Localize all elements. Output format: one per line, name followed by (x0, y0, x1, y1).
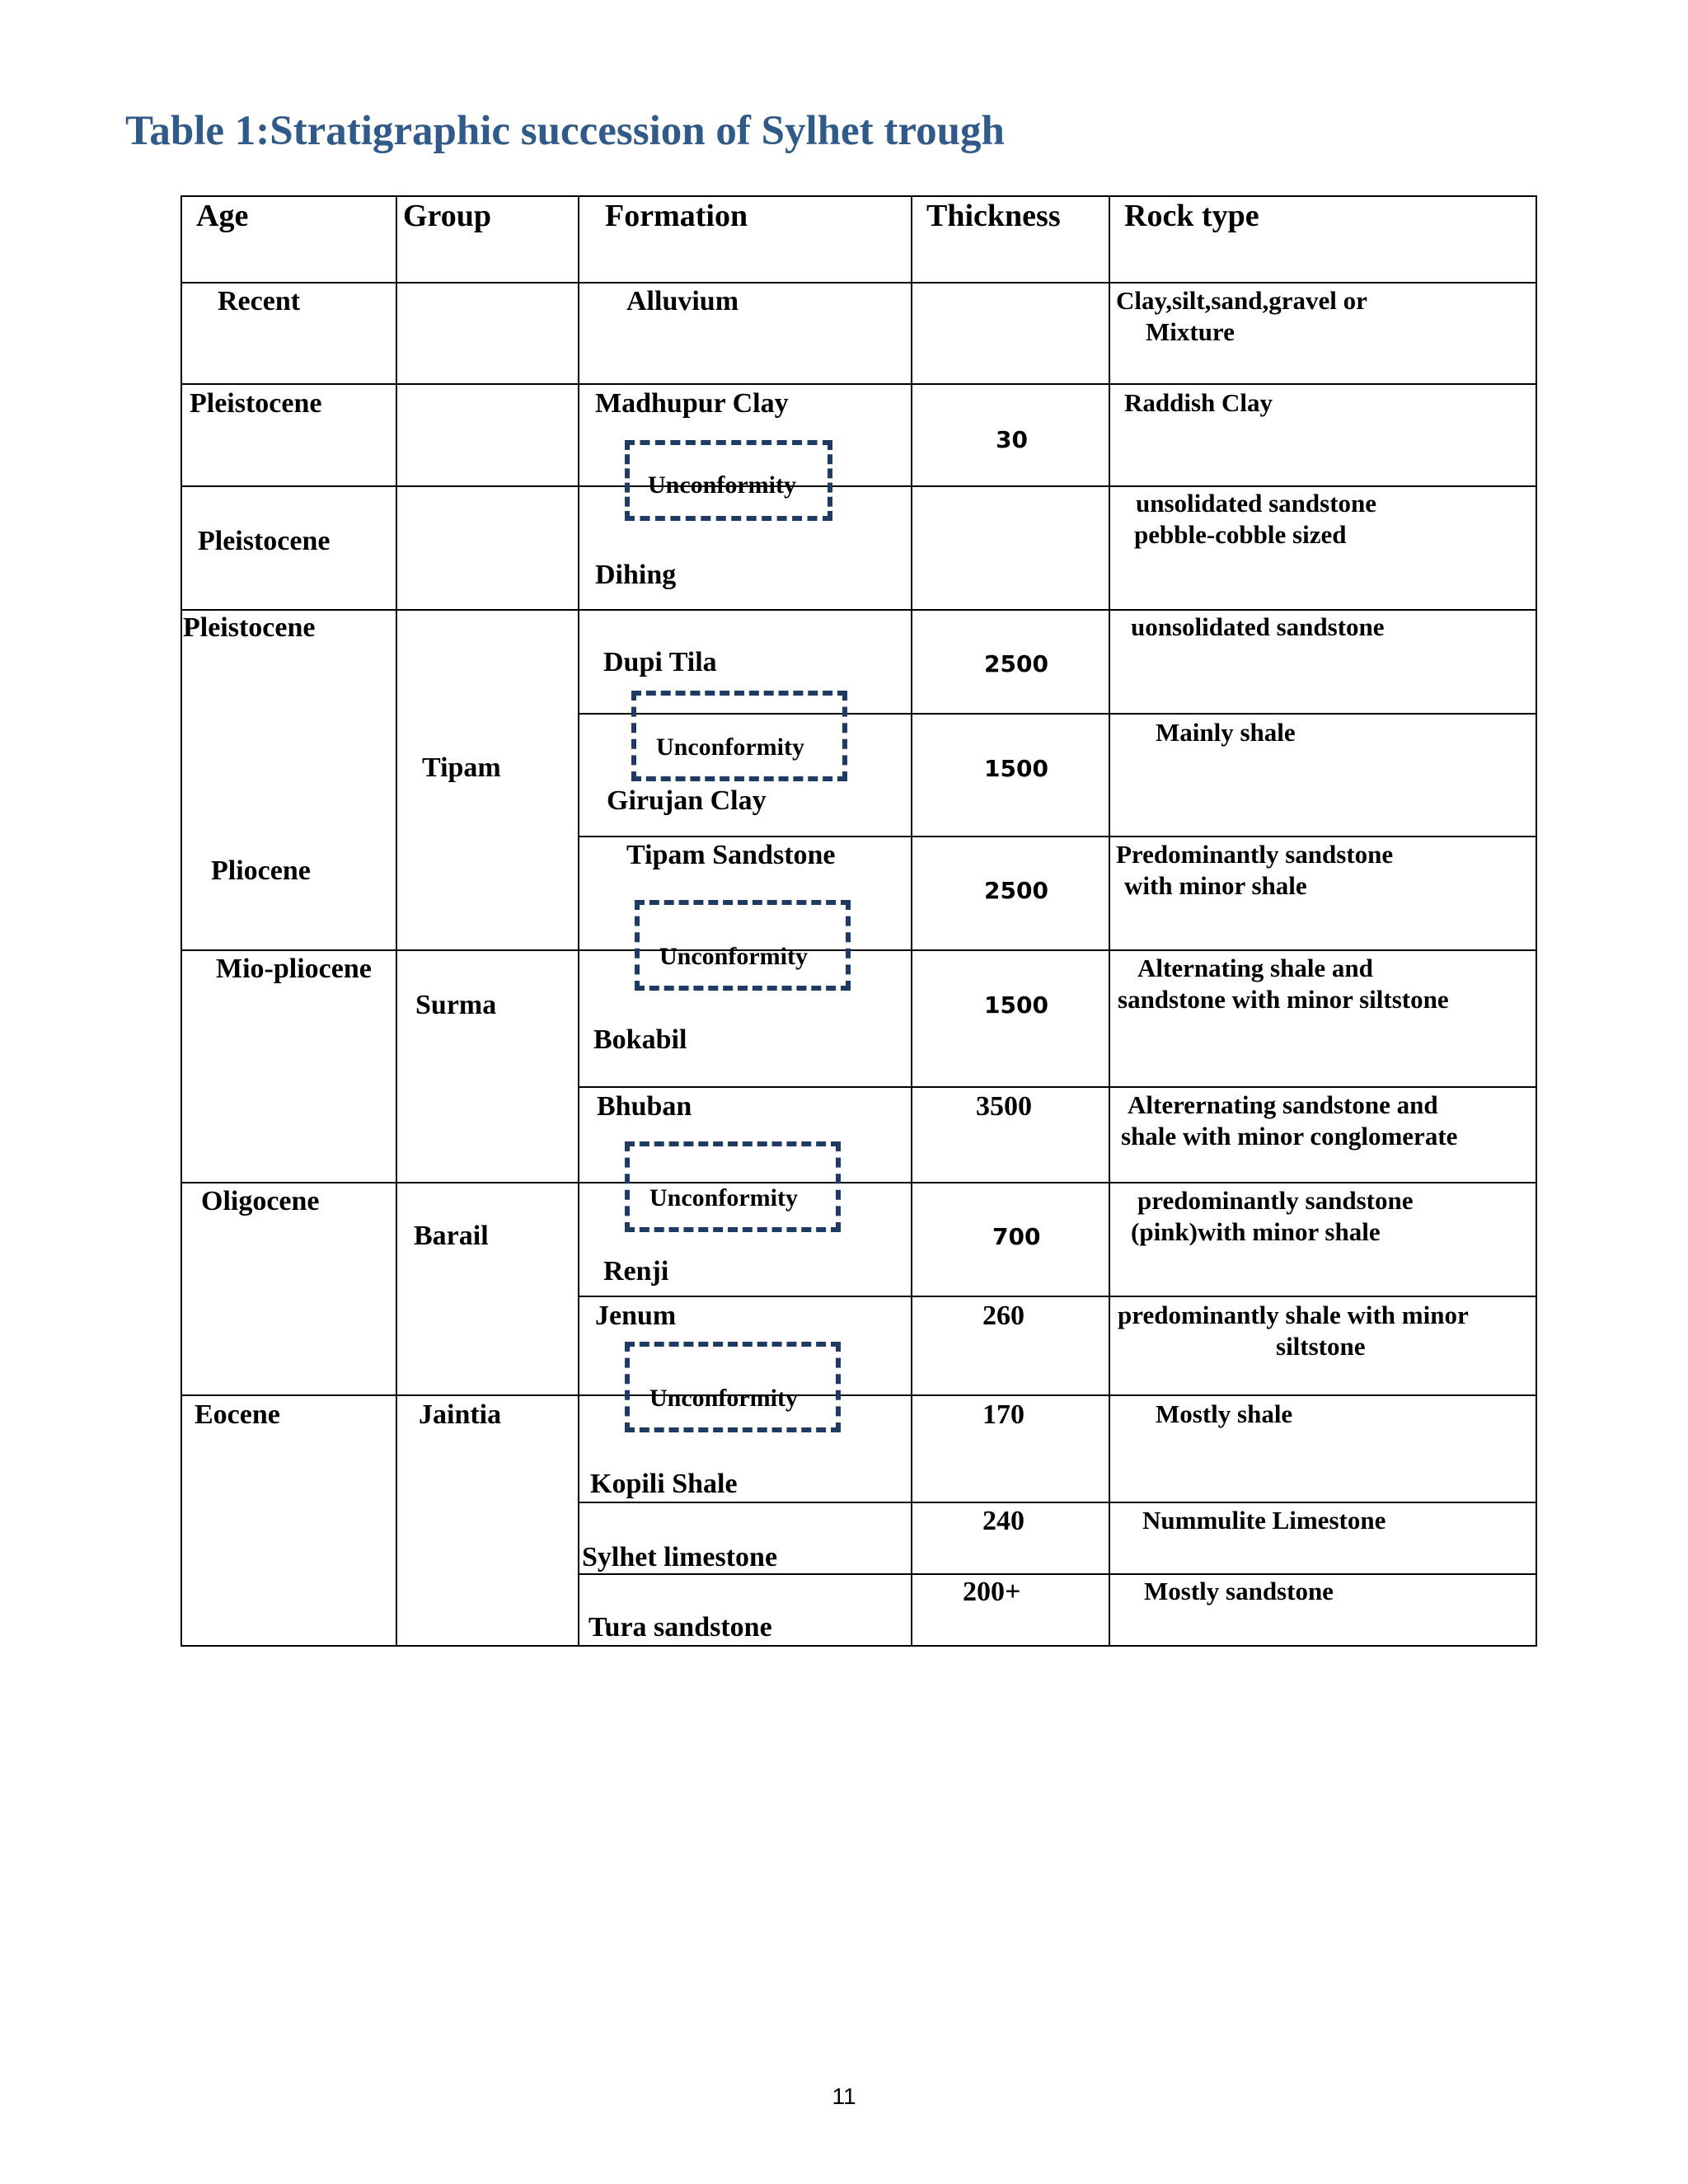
thickness-jenum: 260 (982, 1301, 1025, 1331)
age-oligocene: Oligocene (201, 1186, 320, 1216)
formation-tipam-sandstone: Tipam Sandstone (626, 840, 836, 870)
age-pliocene: Pliocene (211, 855, 311, 886)
rock-type-bhuban-line1: Alterernating sandstone and (1128, 1090, 1438, 1119)
unconformity-label: Unconformity (649, 1184, 798, 1212)
thickness-tipam-sandstone: 2500 (984, 877, 1048, 904)
rock-type-renji-line1: predominantly sandstone (1137, 1186, 1414, 1215)
formation-madhupur-clay: Madhupur Clay (595, 388, 789, 419)
rock-type-jenum-line2: siltstone (1276, 1332, 1366, 1361)
formation-renji: Renji (603, 1256, 669, 1286)
rock-type-dihing-line2: pebble-cobble sized (1134, 520, 1347, 549)
formation-girujan-clay: Girujan Clay (607, 785, 767, 816)
header-group: Group (403, 199, 492, 233)
rock-type-renji-line2: (pink)with minor shale (1131, 1217, 1381, 1246)
formation-alluvium: Alluvium (626, 286, 739, 316)
rock-type-girujan: Mainly shale (1156, 718, 1296, 747)
formation-bokabil: Bokabil (593, 1024, 687, 1055)
header-rock-type: Rock type (1124, 199, 1259, 233)
rock-type-dupi-tila: uonsolidated sandstone (1131, 612, 1385, 641)
thickness-bokabil: 1500 (984, 991, 1048, 1019)
rock-type-alluvium-line2: Mixture (1146, 317, 1235, 346)
formation-dihing: Dihing (595, 560, 677, 590)
age-mio-pliocene: Mio-pliocene (216, 954, 372, 984)
group-surma: Surma (415, 990, 497, 1020)
page-number: 11 (832, 2083, 856, 2109)
formation-bhuban: Bhuban (597, 1091, 692, 1122)
group-jaintia: Jaintia (419, 1399, 502, 1430)
thickness-tura: 200+ (963, 1577, 1021, 1607)
rock-type-jenum-line1: predominantly shale with minor (1118, 1301, 1469, 1329)
thickness-sylhet: 240 (982, 1506, 1025, 1536)
rock-type-madhupur: Raddish Clay (1124, 388, 1273, 417)
unconformity-label: Unconformity (649, 1385, 798, 1412)
formation-dupi-tila: Dupi Tila (603, 647, 717, 677)
thickness-girujan: 1500 (984, 755, 1048, 782)
unconformity-label: Unconformity (656, 733, 804, 761)
group-tipam: Tipam (422, 752, 501, 783)
rock-type-tipam-line2: with minor shale (1124, 871, 1307, 900)
rock-type-kopili: Mostly shale (1156, 1399, 1293, 1428)
rock-type-sylhet: Nummulite Limestone (1142, 1506, 1386, 1535)
thickness-madhupur: 30 (996, 426, 1028, 453)
rock-type-bhuban-line2: shale with minor conglomerate (1121, 1122, 1458, 1151)
age-pleistocene-1: Pleistocene (190, 388, 322, 419)
rock-type-bokabil-line2: sandstone with minor siltstone (1118, 985, 1449, 1014)
thickness-bhuban: 3500 (976, 1091, 1032, 1122)
formation-kopili-shale: Kopili Shale (590, 1469, 738, 1499)
group-barail: Barail (414, 1221, 489, 1251)
unconformity-label: Unconformity (648, 471, 796, 499)
age-pleistocene-3: Pleistocene (183, 612, 316, 643)
age-recent: Recent (218, 286, 301, 316)
thickness-dupi-tila: 2500 (984, 650, 1048, 677)
rock-type-tura: Mostly sandstone (1144, 1577, 1334, 1605)
thickness-kopili: 170 (982, 1399, 1025, 1430)
rock-type-tipam-line1: Predominantly sandstone (1116, 840, 1394, 869)
page-title: Table 1:Stratigraphic succession of Sylhet trough (125, 108, 1005, 154)
header-formation: Formation (605, 199, 748, 233)
rock-type-alluvium-line1: Clay,silt,sand,gravel or (1116, 286, 1367, 315)
formation-tura-sandstone: Tura sandstone (588, 1612, 772, 1643)
age-eocene: Eocene (195, 1399, 280, 1430)
thickness-renji: 700 (992, 1223, 1041, 1250)
age-pleistocene-2: Pleistocene (198, 526, 331, 556)
unconformity-label: Unconformity (659, 943, 808, 970)
formation-jenum: Jenum (595, 1301, 677, 1331)
rock-type-dihing-line1: unsolidated sandstone (1136, 489, 1377, 518)
rock-type-bokabil-line1: Alternating shale and (1137, 954, 1373, 982)
formation-sylhet-limestone: Sylhet limestone (582, 1542, 778, 1572)
header-thickness: Thickness (926, 199, 1061, 233)
header-age: Age (196, 199, 249, 233)
